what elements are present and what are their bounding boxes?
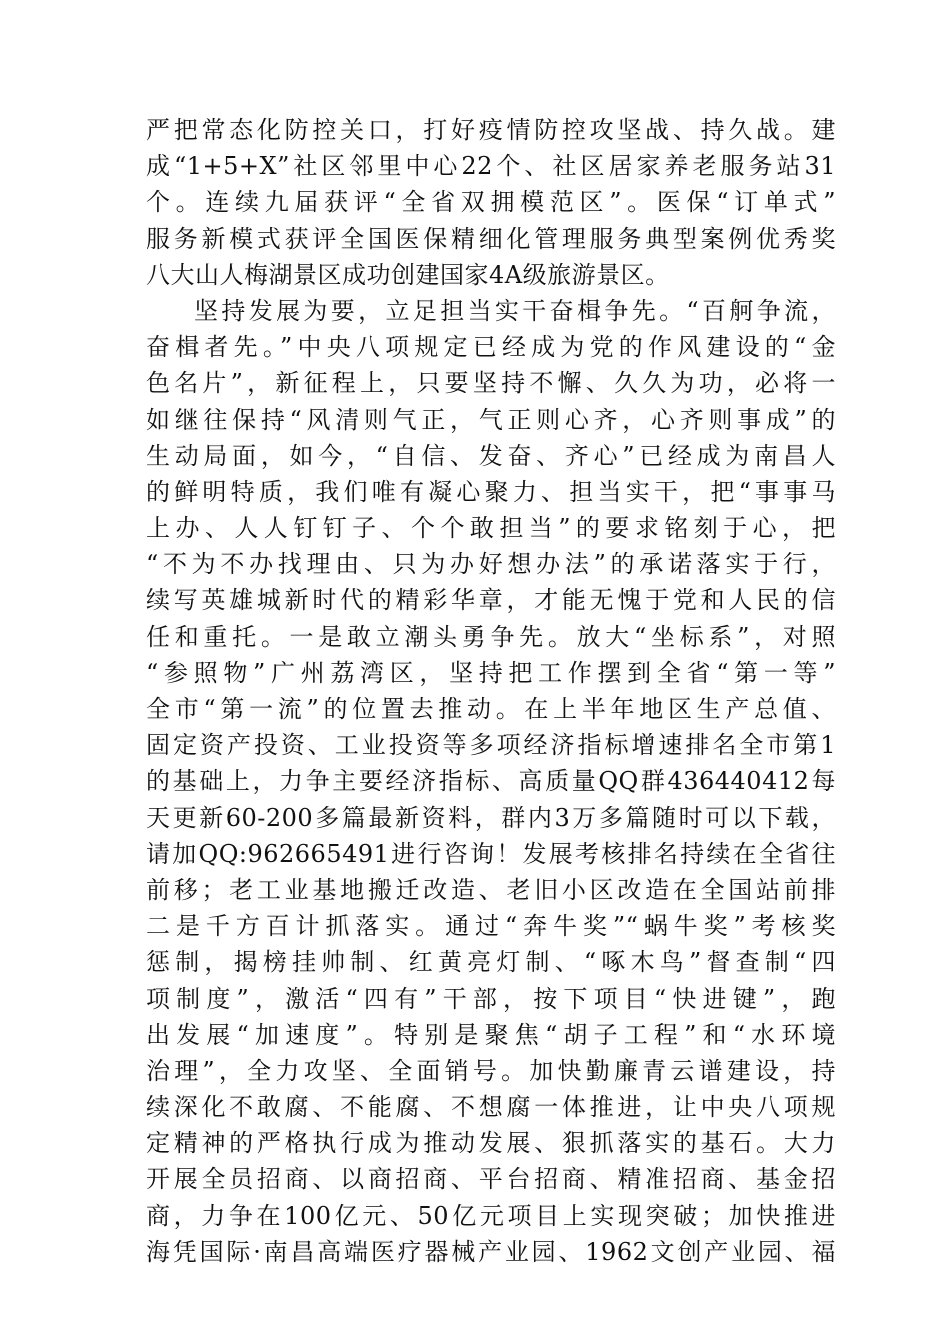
text-line: 八大山人梅湖景区成功创建国家4A级旅游景区。 [146,260,670,289]
text-line: 定精神的严格执行成为推动发展、狠抓落实的基石。大力 [146,1129,836,1158]
text-line: 色名片”，新征程上，只要坚持不懈、久久为功，必将一 [146,369,836,398]
text-line: 如继往保持“风清则气正，气正则心齐，心齐则事成”的 [146,405,836,434]
text-line: 严把常态化防控关口，打好疫情防控攻坚战、持久战。建 [146,116,836,144]
text-line: 续写英雄城新时代的精彩华章，才能无愧于党和人民的信 [146,586,836,615]
text-line: 前移；老工业基地搬迁改造、老旧小区改造在全国站前排 [146,875,836,904]
text-line: 出发展“加速度”。特别是聚焦“胡子工程”和“水环境 [146,1020,836,1049]
text-line: 成“1+5+X”社区邻里中心22个、社区居家养老服务站31 [146,152,836,181]
paragraph-1 [146,112,836,293]
text-line: 固定资产投资、工业投资等多项经济指标增速排名全市第1 [146,731,836,760]
text-line: 个。连续九届获评“全省双拥模范区”。医保“订单式” [146,188,836,217]
text-line: 请加QQ:962665491进行咨询！发展考核排名持续在全省往 [146,839,836,868]
text-line: 任和重托。一是敢立潮头勇争先。放大“坐标系”，对照 [146,622,836,651]
document-page [146,112,836,1270]
text-line: 续深化不敢腐、不能腐、不想腐一体推进，让中央八项规 [146,1093,836,1122]
text-line: 治理”，全力攻坚、全面销号。加快勤廉青云谱建设，持 [146,1056,836,1085]
text-line: 全市“第一流”的位置去推动。在上半年地区生产总值、 [146,695,836,723]
text-line: 二是千方百计抓落实。通过“奔牛奖”“蜗牛奖”考核奖 [146,912,836,941]
text-line: 坚持发展为要，立足担当实干奋楫争先。“百舸争流， [194,296,836,325]
text-line: 海凭国际·南昌高端医疗器械产业园、1962文创产业园、福 [146,1237,836,1266]
text-line: 上办、人人钉钉子、个个敢担当”的要求铭刻于心，把 [146,514,836,543]
text-line: 开展全员招商、以商招商、平台招商、精准招商、基金招 [146,1165,836,1194]
text-line: 的基础上，力争主要经济指标、高质量QQ群436440412每 [146,767,836,796]
text-line: “参照物”广州荔湾区，坚持把工作摆到全省“第一等” [146,658,836,687]
text-line: 惩制，揭榜挂帅制、红黄亮灯制、“啄木鸟”督查制“四 [146,948,836,977]
text-line: 生动局面，如今，“自信、发奋、齐心”已经成为南昌人 [146,441,836,470]
text-line: “不为不办找理由、只为办好想办法”的承诺落实于行， [146,550,836,579]
text-line: 项制度”，激活“四有”干部，按下项目“快进键”，跑 [146,984,836,1013]
paragraph-2 [146,293,836,1270]
text-line: 奋楫者先。”中央八项规定已经成为党的作风建设的“金 [146,333,836,362]
text-line: 天更新60-200多篇最新资料，群内3万多篇随时可以下载， [146,803,836,832]
text-line: 服务新模式获评全国医保精细化管理服务典型案例优秀奖 [146,224,836,253]
text-line: 的鲜明特质，我们唯有凝心聚力、担当实干，把“事事马 [146,477,836,506]
text-line: 商，力争在100亿元、50亿元项目上实现突破；加快推进 [146,1201,836,1230]
